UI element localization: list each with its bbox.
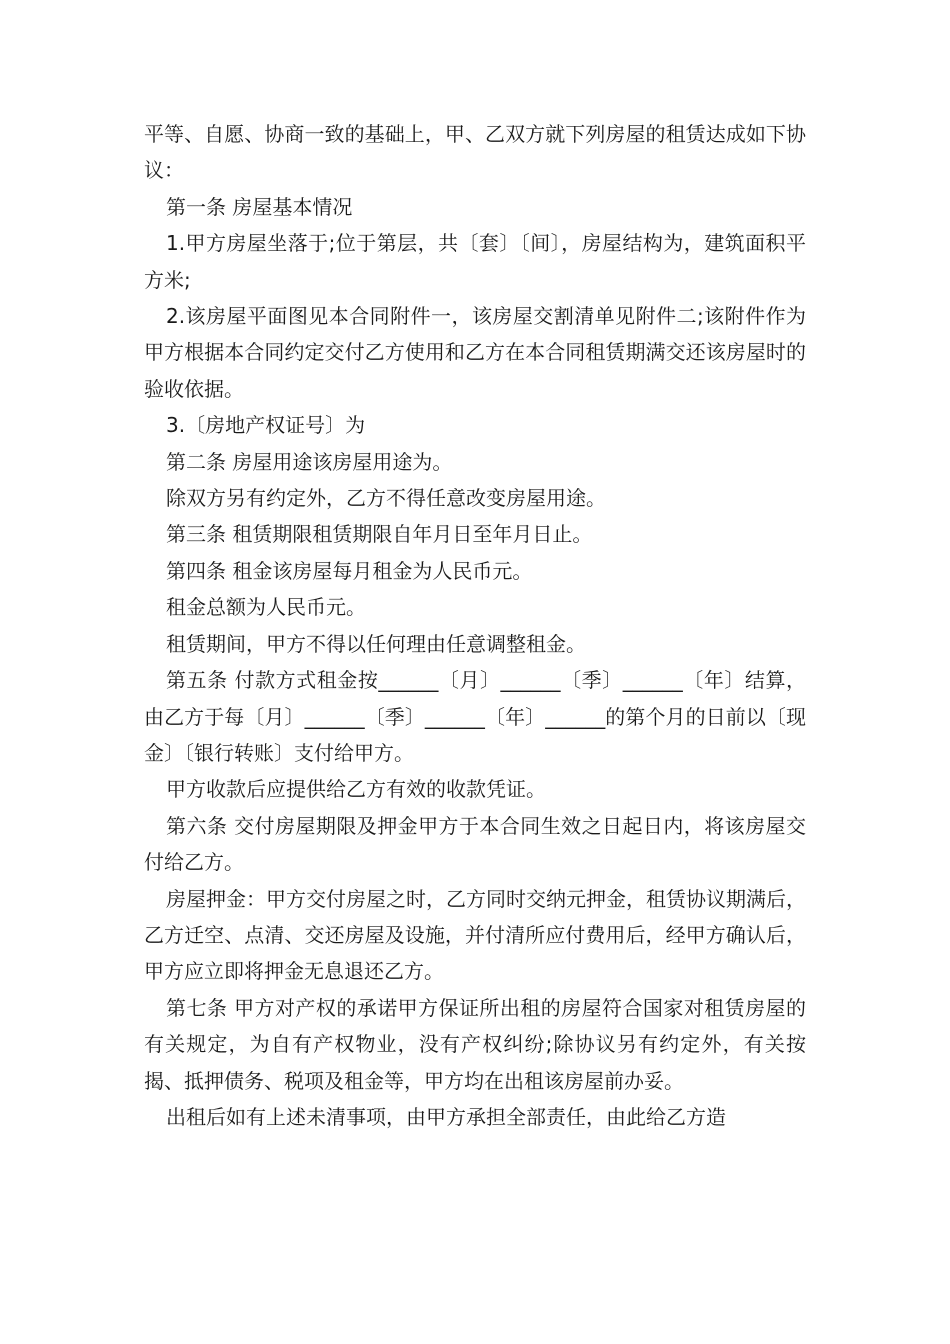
article-1-item-3: 3.〔房地产权证号〕为 xyxy=(166,413,366,438)
article-1-item-1: 1.甲方房屋坐落于;位于第层，共〔套〕〔间〕，房屋结构为，建筑面积平方米; xyxy=(144,231,806,292)
article-4-heading: 第四条 租金该房屋每月租金为人民币元。 xyxy=(166,558,533,583)
article-2-note: 除双方另有约定外，乙方不得任意改变房屋用途。 xyxy=(166,486,606,511)
paragraph-intro: 平等、自愿、协商一致的基础上，甲、乙双方就下列房屋的租赁达成如下协议： xyxy=(144,122,806,183)
document-body xyxy=(144,116,806,1135)
article-4-note: 租赁期间，甲方不得以任何理由任意调整租金。 xyxy=(166,631,586,656)
article-7-heading: 第七条 甲方对产权的承诺甲方保证所出租的房屋符合国家对租赁房屋的有关规定，为自有产权物业，没有产权纠纷;除协议另有约定外，有关按揭、抵押债务、税项及租金等，甲方均在出租该房屋前办妥。 xyxy=(144,995,806,1093)
article-4-total: 租金总额为人民币元。 xyxy=(166,595,366,620)
article-1-item-2: 2.该房屋平面图见本合同附件一，该房屋交割清单见附件二;该附件作为甲方根据本合同约定交付乙方使用和乙方在本合同租赁期满交还该房屋时的验收依据。 xyxy=(144,304,806,401)
article-2-heading: 第二条 房屋用途该房屋用途为。 xyxy=(166,449,453,474)
article-6-heading: 第六条 交付房屋期限及押金甲方于本合同生效之日起日内，将该房屋交付给乙方。 xyxy=(144,813,806,875)
article-5-heading: 第五条 付款方式租金按______〔月〕______〔季〕______〔年〕结算，由乙方于每〔月〕______〔季〕______〔年〕______的第个月的日前以〔现金〕〔银行转账〕支付给甲方。 xyxy=(144,668,806,765)
article-3-heading: 第三条 租赁期限租赁期限自年月日至年月日止。 xyxy=(166,522,593,547)
article-1-heading: 第一条 房屋基本情况 xyxy=(166,194,353,219)
article-7-note: 出租后如有上述未清事项，由甲方承担全部责任，由此给乙方造 xyxy=(166,1104,726,1129)
article-5-note: 甲方收款后应提供给乙方有效的收款凭证。 xyxy=(166,777,546,802)
article-6-deposit: 房屋押金：甲方交付房屋之时，乙方同时交纳元押金，租赁协议期满后，乙方迁空、点清、交还房屋及设施，并付清所应付费用后，经甲方确认后，甲方应立即将押金无息退还乙方。 xyxy=(144,886,806,984)
